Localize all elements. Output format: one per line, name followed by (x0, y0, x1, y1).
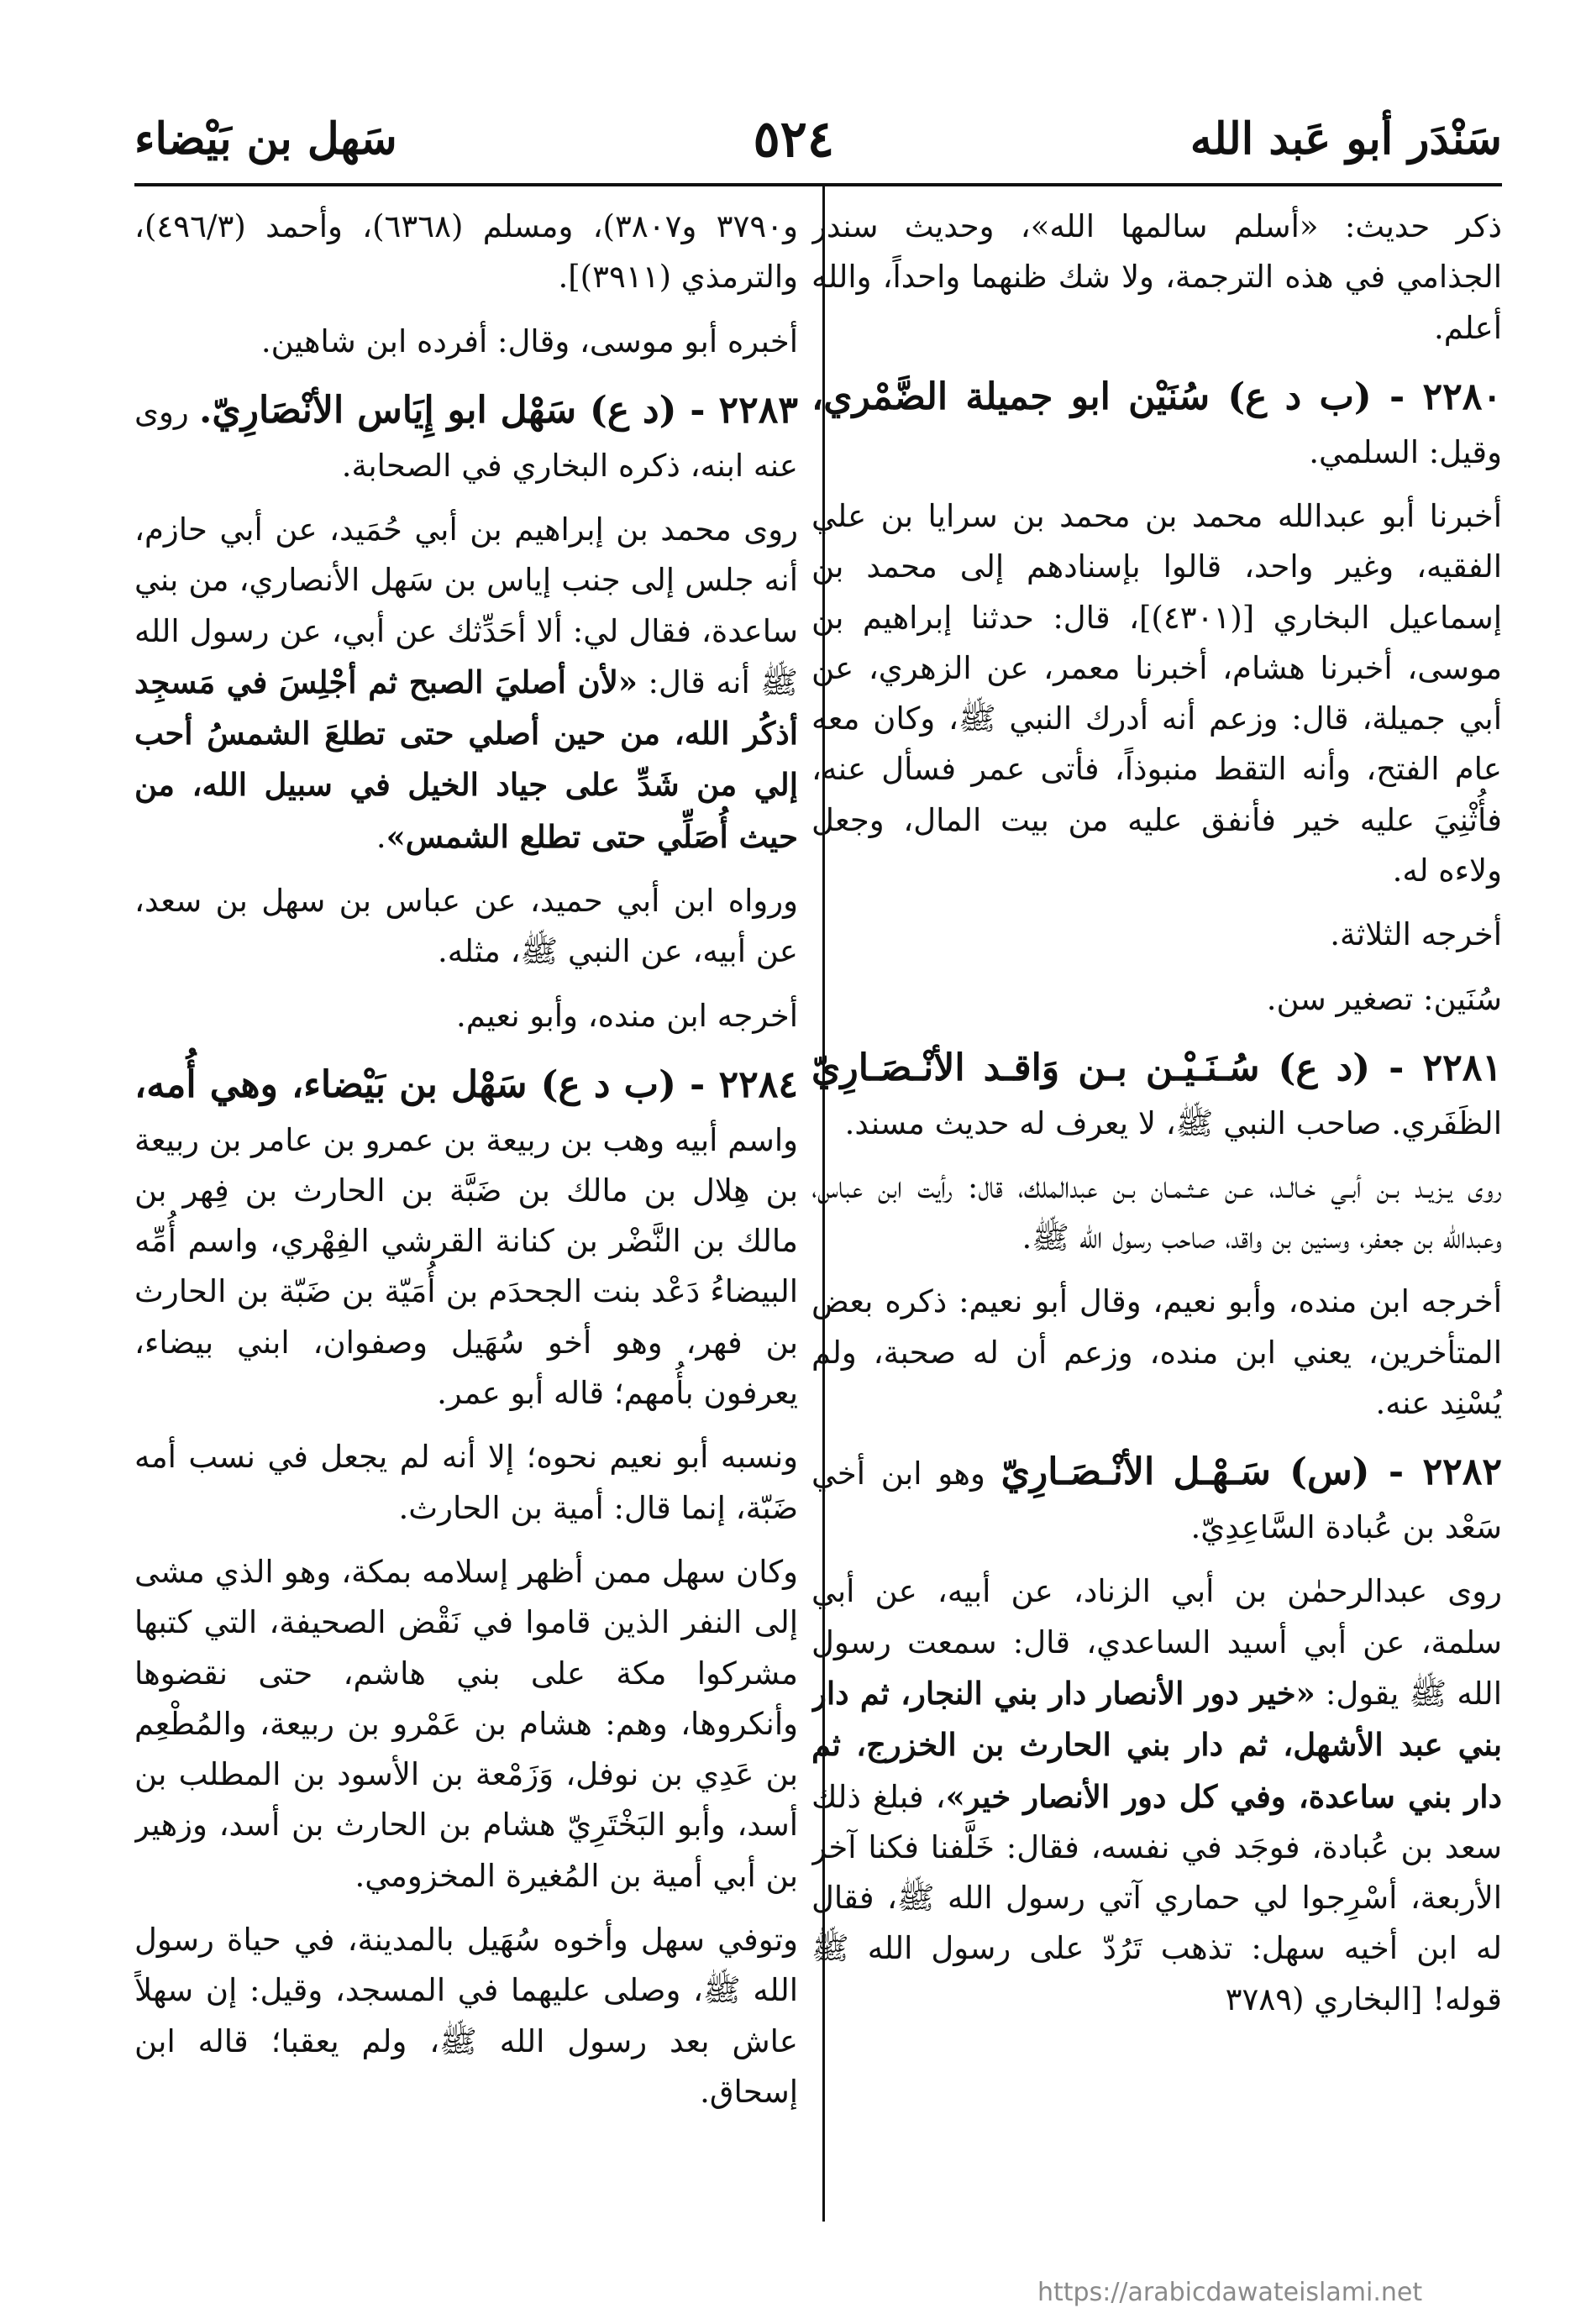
header-right-title: سَنْدَر أبو عَبد الله (1190, 113, 1502, 165)
paragraph: وكان سهل ممن أظهر إسلامه بمكة، وهو الذي مشى إلى النفر الذين قاموا في نَقْض الصحيفة، التي كتبها مشركوا مكة على بني هاشم، حتى نقضوها وأنكروها، وهم: هشام بن عَمْرو بن ربيعة، والمُطْعِم بن عَدِي بن نوفل، وَزَمْعة بن الأسود بن المطلب بن أسد، وأبو البَخْتَرِيّ هشام بن الحارث بن أسد، وزهير بن أبي أمية بن المُغيرة المخزومي. (134, 1553, 798, 1894)
entry-heading: ٢٢٨٠ - (ب د ع) سُنَيْن ابو جميلة الضَّمْري، (811, 375, 1502, 418)
paragraph: ورواه ابن أبي حميد، عن عباس بن سهل بن سعد، عن أبيه، عن النبي ﷺ، مثله. (134, 882, 798, 970)
paragraph (134, 505, 798, 863)
paragraph: ذكر حديث: «أسلم سالمها الله»، وحديث سندر الجذامي في هذه الترجمة، ولا شك ظنهما واحداً، والله أعلم. (811, 208, 1502, 346)
entry-text: وقيل: السلمي. (1309, 433, 1502, 470)
entry-text: الظَفَري. صاحب النبي ﷺ، لا يعرف له حديث مسند. (844, 1104, 1502, 1141)
entry-text: روى عنه ابنه، ذكره البخاري في الصحابة. (134, 393, 798, 484)
paragraph: أخرجه ابن منده، وأبو نعيم. (455, 997, 798, 1034)
entry-text: واسم أبيه وهب بن ربيعة بن عمرو بن عامر بن ربيعة بن هِلال بن مالك بن ضَبَّة بن الحارث بن فِهر بن مالك بن النَّضْر بن كنانة القرشي الفِهْري، واسم أُمِّه البيضاءُ دَعْد بنت الجحدَم بن أُمَيّة بن ضَبّة بن الحارث بن فهر، وهو أخو سُهَيل وصفوان، ابني بيضاء، يعرفون بأُمهم؛ قاله أبو عمر. (134, 1121, 798, 1412)
page-number: ٥٢٤ (753, 109, 835, 169)
hadith-quote: «خير دور الأنصار دار بني النجار، ثم دار بني عبد الأشهل، ثم دار بني الحارث بن الخزرج، ثم دار بني ساعدة، وفي كل دور الأنصار خير» (811, 1674, 1502, 1815)
entry-2282 (811, 1442, 1502, 1553)
paragraph: أخرجه ابن منده، وأبو نعيم، وقال أبو نعيم: ذكره بعض المتأخرين، يعني ابن منده، وزعم أن له صحبة، ولم يُسْنِد عنه. (811, 1283, 1502, 1422)
paragraph: أخرجه الثلاثة. (1330, 916, 1502, 953)
entry-2283 (134, 380, 798, 491)
entry-heading: ٢٢٨٤ - (ب د ع) سَهْل بن بَيْضاء، وهي أُمه، (134, 1062, 798, 1106)
entry-heading: ٢٢٨٣ - (د ع) سَهْل ابو إِيَاس الأنْصَارِيّ. (199, 388, 798, 432)
entry-heading: ٢٢٨٢ - (س) سَـهْـل الأنْـصَـارِيّ (1000, 1451, 1502, 1494)
text: . (375, 818, 386, 855)
hadith-quote: «لأن أصليَ الصبح ثم أجْلِسَ في مَسجِد أذكُر الله، من حين أصلي حتى تطلعَ الشمسُ أحب إلي من شَدِّ على جياد الخيل في سبيل الله، من حيث أُصَلِّي حتى تطلع الشمس» (134, 663, 798, 855)
paragraph: ونسبه أبو نعيم نحوه؛ إلا أنه لم يجعل في نسب أمه ضَبّة، إنما قال: أمية بن الحارث. (134, 1439, 798, 1526)
paragraph: أخبرنا أبو عبدالله محمد بن محمد بن سرايا بن علي الفقيه، وغير واحد، قالوا بإسنادهم إلى محمد بن إسماعيل البخاري [(٤٣٠١)]، قال: حدثنا إبراهيم بن موسى، أخبرنا هشام، أخبرنا معمر، عن الزهري، عن أبي جميلة، قال: وزعم أنه أدرك النبي ﷺ، وكان معه عام الفتح، وأنه التقط منبوذاً، فأتى عمر فسأل عنه، فأُثْنِيَ عليه خير فأنفق عليه من بيت المال، وجعل ولاءه له. (811, 497, 1502, 889)
entry-2280 (811, 367, 1502, 478)
text: ، فبلغ ذلك سعد بن عُبادة، فوجَد في نفسه، فقال: خَلَّفنا فكنا آخر الأربعة، أسْرِجوا لي حماري آتي رسول الله ﷺ، فقال له ابن أخيه سهل: تذهب تَرُدّ على رسول الله ﷺ قوله! [البخاري (٣٧٨٩ (811, 1778, 1502, 2017)
running-header (134, 99, 1502, 179)
header-rule (134, 183, 1502, 186)
paragraph: أخبره أبو موسى، وقال: أفرده ابن شاهين. (260, 323, 798, 359)
left-column (134, 202, 798, 2251)
text: روى محمد بن إبراهيم بن أبي حُمَيد، عن أبي حازم، أنه جلس إلى جنب إياس بن سَهل الأنصاري، من بني ساعدة، فقال لي: ألا أحَدِّثك عن أبي، عن رسول الله ﷺ أنه قال: (134, 511, 798, 700)
paragraph: وتوفي سهل وأخوه سُهَيل بالمدينة، في حياة رسول الله ﷺ، وصلى عليهما في المسجد، وقيل: إن سهلاً عاش بعد رسول الله ﷺ، ولم يعقبا؛ قاله ابن إسحاق. (134, 1922, 798, 2110)
entry-2284 (134, 1055, 798, 1419)
entry-2281 (811, 1038, 1502, 1149)
text: روى عبدالرحمٰن بن أبي الزناد، عن أبيه، عن أبي سلمة، عن أبي أسيد الساعدي، قال: سمعت رسول الله ﷺ يقول: (811, 1573, 1502, 1712)
right-column (811, 202, 1502, 2251)
entry-heading: ٢٢٨١ - (د ع) سُـنَـيْـن بـن وَاقـد الأنْـصَـارِيّ (811, 1046, 1502, 1089)
watermark-url: https://arabicdawateislami.net (1037, 2278, 1423, 2307)
entry-text: وهو ابن أخي سَعْد بن عُبادة السَّاعِدِيّ. (811, 1456, 1502, 1546)
paragraph (811, 1566, 1502, 2025)
header-left-title: سَهل بن بَيْضاء (134, 113, 397, 165)
paragraph: و٣٧٩٠ و٣٨٠٧)، ومسلم (٦٣٦٨)، وأحمد (٤٩٦/٣)، والترمذي (٣٩١١)]. (134, 208, 798, 296)
paragraph: سُنَين: تصغير سن. (1266, 980, 1502, 1017)
paragraph: روى يـزيـد بـن أبـي خـالـد، عـن عـثـمـان بـن عبدالملك، قال: رأيت ابن عباس، وعبدالله بن جعفر، وسنين بن واقد، صاحب رسول الله ﷺ. (811, 1168, 1502, 1256)
